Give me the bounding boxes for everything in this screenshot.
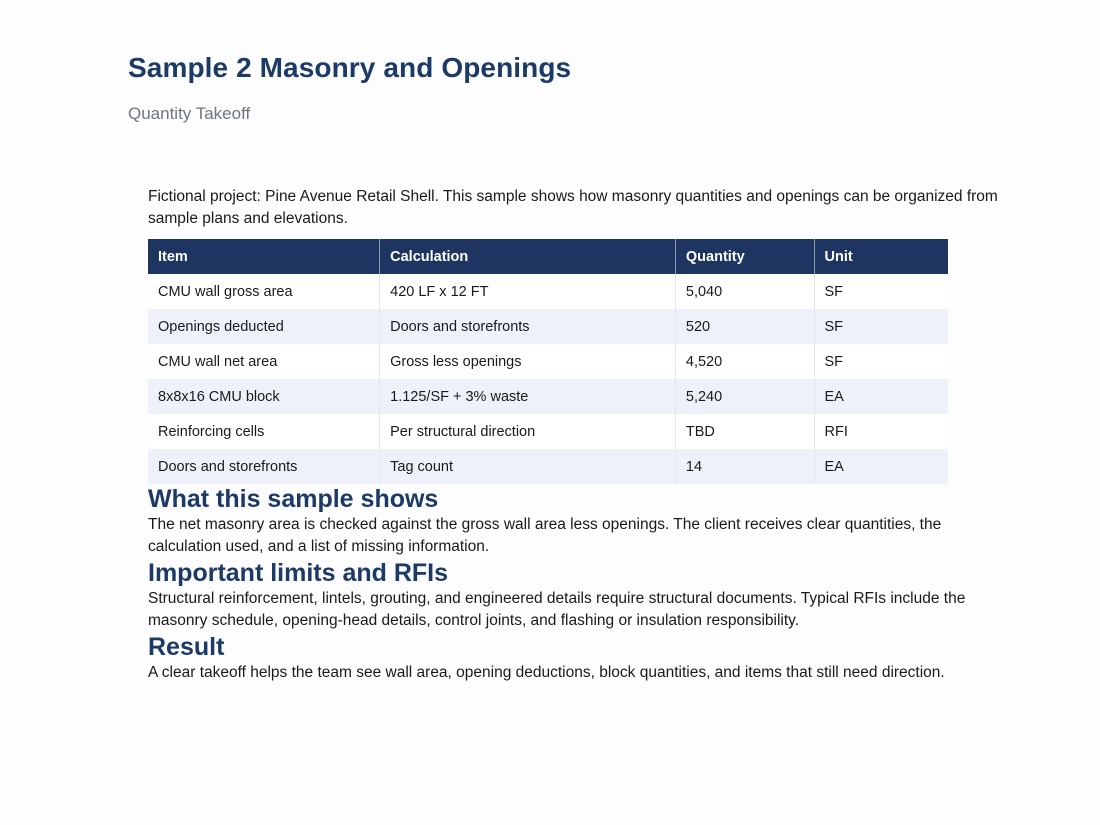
- intro-paragraph: Fictional project: Pine Avenue Retail Shell. This sample shows how masonry quantities and openings can be organized from sample plans and elevations.: [148, 188, 998, 227]
- cell-unit: SF: [814, 344, 948, 379]
- table-row: [148, 379, 948, 414]
- table-row: [148, 449, 948, 484]
- cell-calculation: Doors and storefronts: [380, 309, 676, 344]
- column-header-unit: Unit: [814, 239, 948, 274]
- page-title: Sample 2 Masonry and Openings: [128, 52, 572, 83]
- cell-calculation: Tag count: [380, 449, 676, 484]
- page-subtitle: Quantity Takeoff: [128, 104, 251, 123]
- cell-quantity: 520: [675, 309, 814, 344]
- table-row: [148, 309, 948, 344]
- cell-unit: RFI: [814, 414, 948, 449]
- cell-calculation: 1.125/SF + 3% waste: [380, 379, 676, 414]
- cell-item: CMU wall net area: [148, 344, 380, 379]
- cell-item: Reinforcing cells: [148, 414, 380, 449]
- section-body-limits-and-rfis: Structural reinforcement, lintels, grouting, and engineered details require structural documents. Typical RFIs include the masonry schedule, opening-head details, control joints, and flashing or insulation responsibility.: [148, 590, 966, 629]
- cell-item: CMU wall gross area: [148, 274, 380, 309]
- cell-item: Doors and storefronts: [148, 449, 380, 484]
- cell-quantity: 14: [675, 449, 814, 484]
- cell-calculation: Gross less openings: [380, 344, 676, 379]
- section-heading-result: Result: [148, 633, 225, 661]
- table-header-row: [148, 239, 948, 274]
- column-header-quantity: Quantity: [675, 239, 814, 274]
- cell-unit: SF: [814, 274, 948, 309]
- column-header-calculation: Calculation: [380, 239, 676, 274]
- section-body-what-this-sample-shows: The net masonry area is checked against the gross wall area less openings. The client receives clear quantities, the calculation used, and a list of missing information.: [148, 516, 942, 555]
- cell-quantity: 4,520: [675, 344, 814, 379]
- takeoff-table: [148, 239, 948, 484]
- section-heading-what-this-sample-shows: What this sample shows: [148, 485, 439, 513]
- cell-calculation: 420 LF x 12 FT: [380, 274, 676, 309]
- cell-quantity: TBD: [675, 414, 814, 449]
- cell-item: 8x8x16 CMU block: [148, 379, 380, 414]
- cell-item: Openings deducted: [148, 309, 380, 344]
- cell-unit: SF: [814, 309, 948, 344]
- table-row: [148, 274, 948, 309]
- column-header-item: Item: [148, 239, 380, 274]
- cell-quantity: 5,240: [675, 379, 814, 414]
- cell-quantity: 5,040: [675, 274, 814, 309]
- cell-unit: EA: [814, 379, 948, 414]
- cell-calculation: Per structural direction: [380, 414, 676, 449]
- table-row: [148, 414, 948, 449]
- section-body-result: A clear takeoff helps the team see wall area, opening deductions, block quantities, and items that still need direction.: [148, 664, 945, 681]
- table-row: [148, 344, 948, 379]
- section-heading-limits-and-rfis: Important limits and RFIs: [148, 559, 449, 587]
- document-body: [148, 186, 1008, 684]
- cell-unit: EA: [814, 449, 948, 484]
